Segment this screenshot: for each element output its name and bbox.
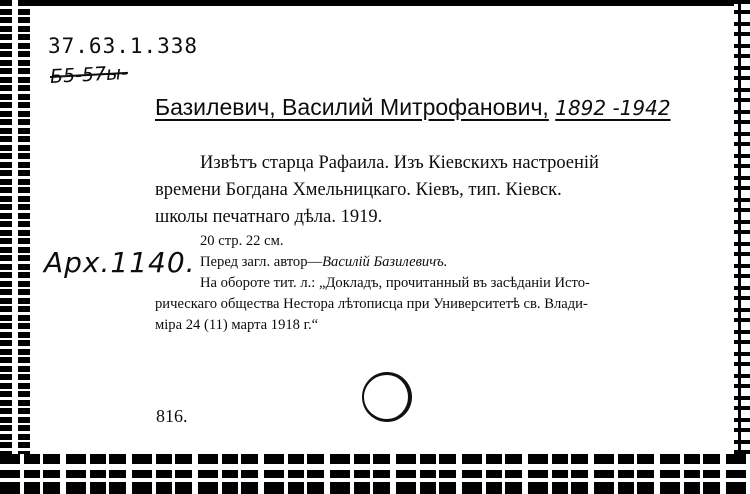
author-years: 1892 -1942 — [555, 96, 671, 120]
title-line: Извѣтъ старца Рафаила. Изъ Кіевскихъ настроеній — [200, 153, 599, 173]
crossed-out-mark: Б5-57ы- — [49, 61, 129, 88]
title-line: школы печатнаго дѣла. 1919. — [155, 207, 383, 227]
description-details — [155, 231, 718, 336]
author-name: Базилевич, Василий Митрофанович, — [155, 94, 549, 120]
scan-edge-top — [0, 0, 750, 6]
scan-edge-bottom — [0, 454, 750, 494]
punch-hole — [362, 372, 412, 422]
author-note-name: Василій Базилевичъ. — [322, 254, 448, 270]
reverse-note-line: На обороте тит. л.: „Докладъ, прочитанный въ засѣданіи Исто- — [200, 275, 590, 291]
scan-edge-right — [734, 0, 750, 494]
author-heading — [155, 94, 671, 121]
scan-edge-left — [0, 0, 30, 494]
title-line: времени Богдана Хмельницкаго. Кіевъ, тип. Кіевск. — [155, 180, 562, 200]
reverse-note-line: міра 24 (11) марта 1918 г.“ — [155, 317, 319, 333]
author-note-prefix: Перед загл. автор— — [200, 254, 323, 270]
title-block — [155, 150, 718, 231]
card-number: 816. — [156, 406, 188, 426]
pages-note: 20 стр. 22 см. — [200, 233, 284, 249]
shelf-mark: 37.63.1.338 — [48, 34, 199, 58]
reverse-note-line: рическаго общества Нестора лѣтописца при Университетѣ св. Влади- — [155, 296, 588, 312]
author-note — [155, 252, 718, 273]
archive-mark: Арх.1140. — [44, 246, 196, 279]
